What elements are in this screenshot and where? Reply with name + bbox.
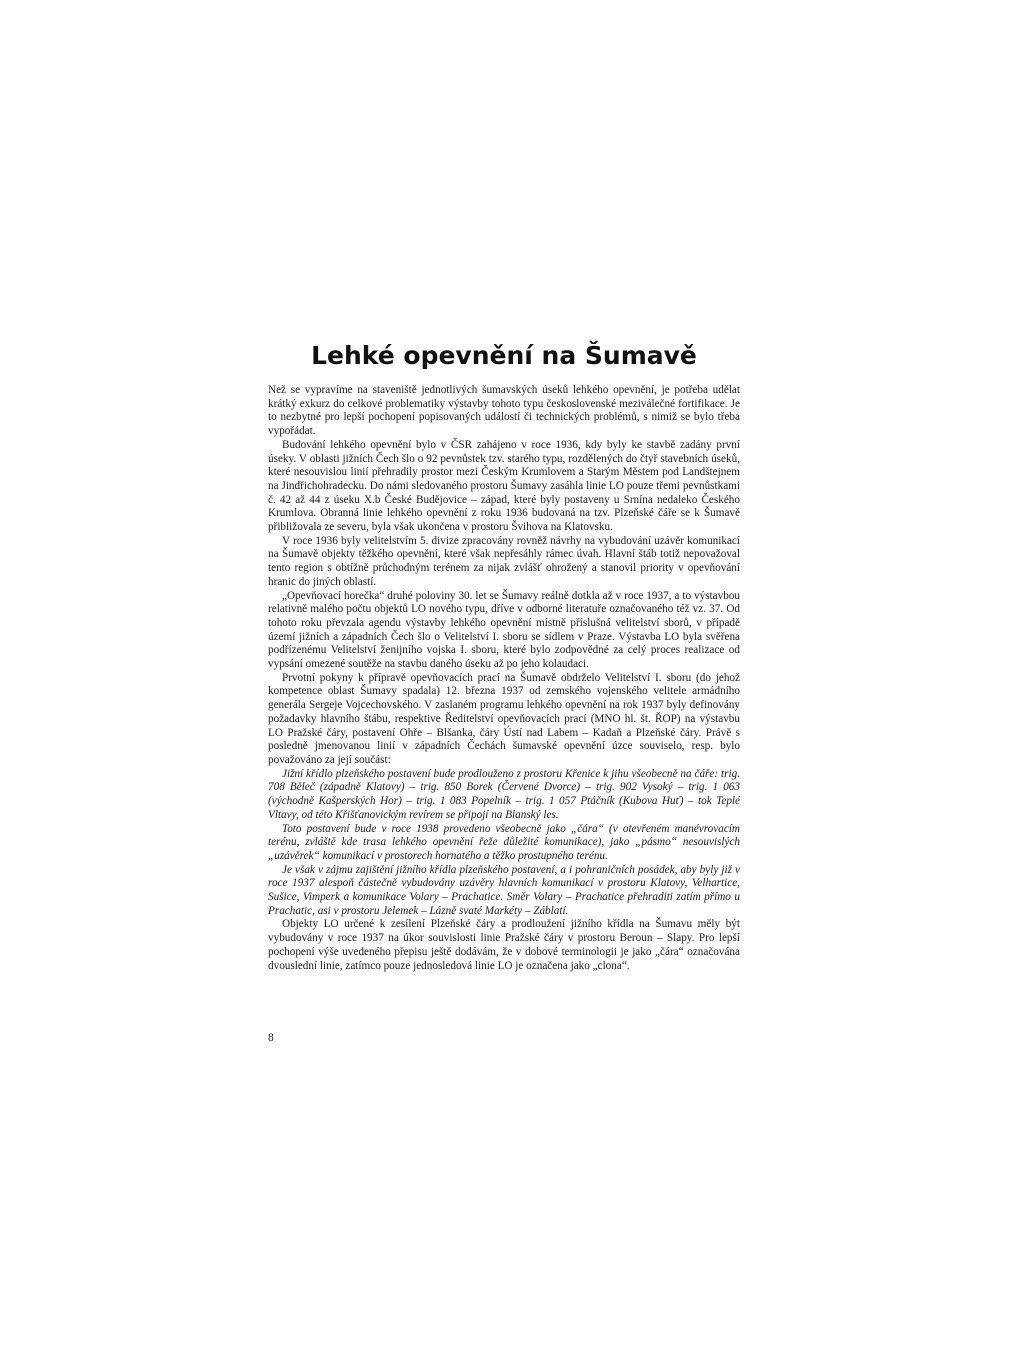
chapter-title: Lehké opevnění na Šumavě <box>311 341 697 370</box>
quoted-paragraph: Toto postavení bude v roce 1938 provedeno všeobecně jako „čára“ (v otevřeném manévrovacím terénu, zvláště kde trasa lehkého opevnění řeže důležité komunikace), jako „pásmo“ nesouvislých „uzávěrek“ komunikací v prostorech hornatého a těžko prostupného terénu. <box>268 822 740 862</box>
paragraph: Budování lehkého opevnění bylo v ČSR zahájeno v roce 1936, kdy byly ke stavbě zadány první úseky. V oblasti jižních Čech šlo o 92 pevnůstek tzv. starého typu, rozdělených do čtyř stavebních úseků, které nesouvislou linií přehradily prostor mezi Českým Krumlovem a Starým Městem pod Landštejnem na Jindřichohradecku. Do námi sledovaného prostoru Šumavy zasáhla linie LO pouze třemi pevnůstkami č. 42 až 44 z úseku X.b České Budějovice – západ, které byly postaveny u Srnína nedaleko Českého Krumlova. Obranná linie lehkého opevnění z roku 1936 budovaná na tzv. Plzeňské čáře se k Šumavě přibližovala ze severu, byla však ukončena v prostoru Švihova na Klatovsku. <box>268 438 740 534</box>
paragraph: V roce 1936 byly velitelstvím 5. divize zpracovány rovněž návrhy na vybudování uzávěr komunikací na Šumavě objekty těžkého opevnění, které však nepřesáhly rámec úvah. Hlavní štáb totiž nepovažoval tento region s obtížně průchodným terénem za nijak zvlášť ohrožený a stanovil priority v opevňování hranic do jiných oblastí. <box>268 534 740 588</box>
paragraph: „Opevňovací horečka“ druhé poloviny 30. let se Šumavy reálně dotkla až v roce 1937, a to výstavbou relativně malého počtu objektů LO nového typu, dříve v odborné literatuře označovaného též vz. 37. Od tohoto roku převzala agendu výstavby lehkého opevnění místně příslušná velitelství sborů, v případě území jižních a západních Čech šlo o Velitelství I. sboru se sídlem v Praze. Výstavba LO byla svěřena podřízenému Velitelství ženijního vojska I. sboru, které bylo zodpovědné za celý proces realizace od vypsání omezené soutěže na stavbu daného úseku až po jeho kolaudaci. <box>268 589 740 671</box>
quoted-paragraph: Je však v zájmu zajištění jižního křídla plzeňského postavení, a i pohraničních posádek, aby byly již v roce 1937 alespoň částečně vybudovány uzávěry hlavních komunikací v prostoru Klatovy, Velhartice, Sušice, Vimperk a komunikace Volary – Prachatice. Směr Volary – Prachatice přehraditi zatím přímo u Prachatic, asi v prostoru Jelemek – Lázně svaté Markéty – Záblatí. <box>268 863 740 917</box>
body-text <box>268 384 740 973</box>
paragraph: Než se vypravíme na staveniště jednotlivých šumavských úseků lehkého opevnění, je potřeba udělat krátký exkurz do celkové problematiky výstavby tohoto typu československé meziválečné fortifikace. Je to nezbytné pro lepší pochopení popisovaných událostí či technických problémů, s nimiž se bylo třeba vypořádat. <box>268 384 740 438</box>
page-number: 8 <box>268 1032 274 1044</box>
paragraph: Prvotní pokyny k přípravě opevňovacích prací na Šumavě obdrželo Velitelství I. sboru (do jehož kompetence oblast Šumavy spadala) 12. března 1937 od zemského vojenského velitele armádního generála Sergeje Vojcechovského. V zaslaném programu lehkého opevnění na rok 1937 byly definovány požadavky hlavního štábu, respektive Ředitelství opevňovacích prací (MNO hl. št. ŘOP) na výstavbu LO Pražské čáry, postavení Ohře – Blšanka, čáry Ústí nad Labem – Kadaň a Plzeňské čáry. Právě s posledně jmenovanou linií v západních Čechách šumavské opevnění úzce souviselo, resp. bylo považováno za její součást: <box>268 671 740 766</box>
paragraph: Objekty LO určené k zesílení Plzeňské čáry a prodloužení jižního křídla na Šumavu měly být vybudovány v roce 1937 na úkor souvislosti linie Pražské čáry v prostoru Beroun – Slapy. Pro lepší pochopení výše uvedeného přepisu ještě dodávám, že v dobové terminologii je jako „čára“ označována dvouslední linie, zatímco pouze jednosledová linie LO je označena jako „clona“. <box>268 918 740 972</box>
quoted-paragraph: Jižní křídlo plzeňského postavení bude prodlouženo z prostoru Křenice k jihu všeobecně na čáře: trig. 708 Běleč (západně Klatovy) – trig. 850 Borek (Červené Dvorce) – trig. 902 Vysoký – trig. 1 063 (východně Kašperských Hor) – trig. 1 083 Popelník – trig. 1 057 Ptáčník (Kubova Huť) – tok Teplé Vltavy, od této Křišťanovickým revírem se připojí na Blanský les. <box>268 767 740 821</box>
